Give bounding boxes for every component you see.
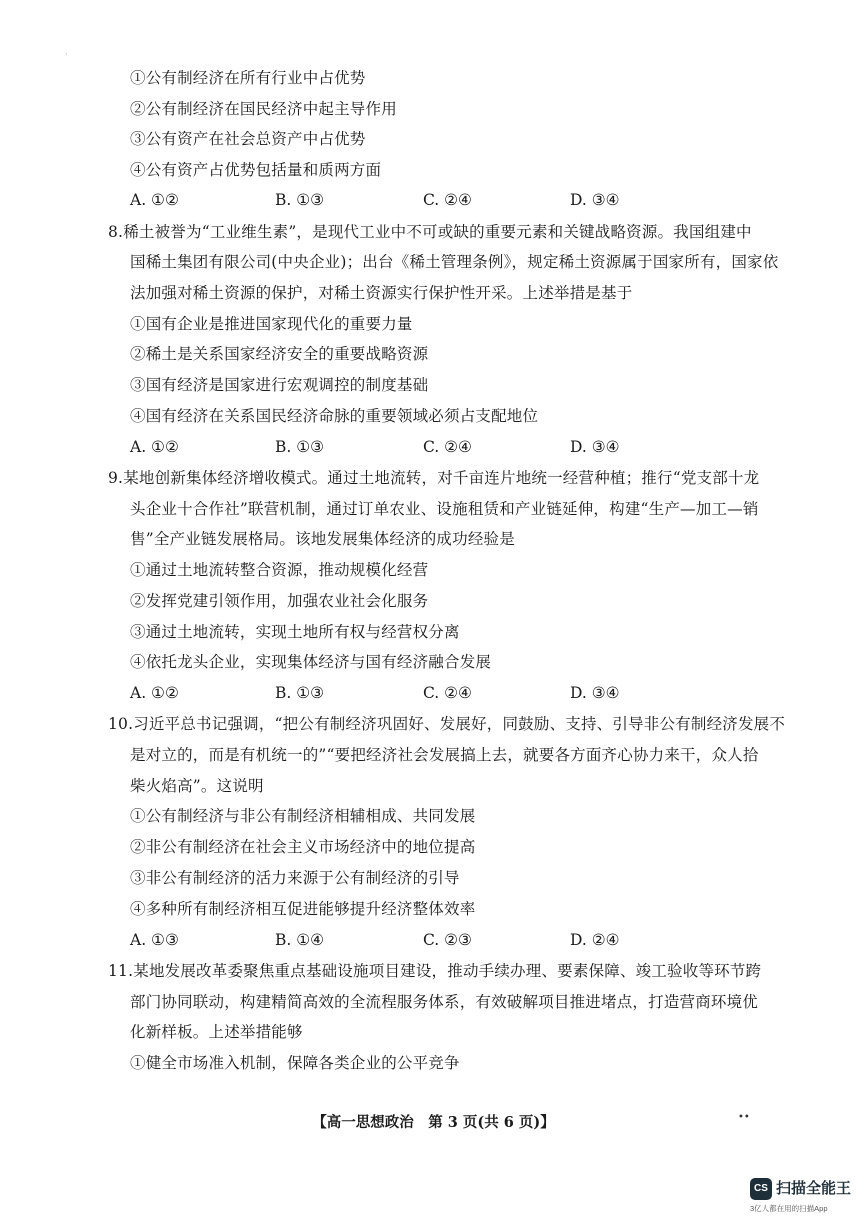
scanner-watermark	[750, 1178, 855, 1220]
q10-option-2: ②非公有制经济在社会主义市场经济中的地位提高	[130, 838, 476, 856]
q9-option-3: ③通过土地流转，实现土地所有权与经营权分离	[130, 623, 460, 641]
q9-choice-c: C. ②④	[423, 684, 472, 702]
q11-stem-line-1: 11.某地发展改革委聚焦重点基础设施项目建设，推动手续办理、要素保障、竣工验收等环节跨	[108, 962, 762, 980]
q7-choice-d: D. ③④	[570, 191, 620, 209]
q8-choice-d: D. ③④	[570, 438, 620, 456]
q8-choice-c: C. ②④	[423, 438, 472, 456]
q10-choice-a: A. ①③	[130, 931, 179, 949]
q9-option-1: ①通过土地流转整合资源，推动规模化经营	[130, 561, 429, 579]
q10-stem-line-1: 10.习近平总书记强调，“把公有制经济巩固好、发展好，同鼓励、支持、引导非公有制经济发展不	[108, 715, 786, 733]
q9-stem-line-1: 9.某地创新集体经济增收模式。通过土地流转，对千亩连片地统一经营种植；推行“党支部十龙	[108, 469, 760, 487]
q8-choice-b: B. ①③	[275, 438, 325, 456]
q8-stem-line-1: 8.稀土被誉为“工业维生素”，是现代工业中不可或缺的重要元素和关键战略资源。我国组建中	[108, 223, 752, 241]
q11-stem-line-2: 部门协同联动，构建精简高效的全流程服务体系，有效破解项目推进堵点，打造营商环境优	[130, 993, 759, 1011]
q8-option-4: ④国有经济在关系国民经济命脉的重要领域必须占支配地位	[130, 407, 539, 425]
q7-choices	[130, 189, 690, 211]
q11-option-1: ①健全市场准入机制，保障各类企业的公平竞争	[130, 1054, 460, 1072]
q10-option-3: ③非公有制经济的活力来源于公有制经济的引导	[130, 869, 460, 887]
q7-option-3: ③公有资产在社会总资产中占优势	[130, 130, 366, 148]
q8-choices	[130, 436, 690, 458]
q7-option-2: ②公有制经济在国民经济中起主导作用	[130, 100, 397, 118]
q9-choice-a: A. ①②	[130, 684, 179, 702]
q10-option-1: ①公有制经济与非公有制经济相辅相成、共同发展	[130, 807, 476, 825]
scanner-brand-name: 扫描全能王	[776, 1180, 852, 1197]
scan-speck: ·	[65, 50, 68, 59]
q8-stem-line-3: 法加强对稀土资源的保护，对稀土资源实行保护性开采。上述举措是基于	[130, 284, 633, 302]
q7-choice-a: A. ①②	[130, 191, 179, 209]
camscanner-logo-icon: CS	[750, 1178, 772, 1200]
q10-stem-line-3: 柴火焰高”。这说明	[130, 777, 264, 795]
q9-option-2: ②发挥党建引领作用，加强农业社会化服务	[130, 592, 429, 610]
q9-stem-line-2: 头企业十合作社”联营机制，通过订单农业、设施租赁和产业链延伸，构建“生产—加工—销	[130, 500, 759, 518]
q11-stem-line-3: 化新样板。上述举措能够	[130, 1023, 303, 1041]
q7-choice-c: C. ②④	[423, 191, 472, 209]
q8-option-1: ①国有企业是推进国家现代化的重要力量	[130, 315, 413, 333]
footer-dots: ••	[738, 1112, 750, 1123]
q8-option-3: ③国有经济是国家进行宏观调控的制度基础	[130, 376, 429, 394]
q10-choice-b: B. ①④	[275, 931, 325, 949]
q8-option-2: ②稀土是关系国家经济安全的重要战略资源	[130, 345, 429, 363]
q8-choice-a: A. ①②	[130, 438, 179, 456]
q9-choice-b: B. ①③	[275, 684, 325, 702]
scanner-tagline: 3亿人都在用的扫描App	[750, 1204, 828, 1213]
q9-choices	[130, 682, 690, 704]
page-footer: 【高一思想政治 第 3 页(共 6 页)】	[312, 1114, 555, 1131]
q9-stem-line-3: 售”全产业链发展格局。该地发展集体经济的成功经验是	[130, 530, 515, 548]
q10-stem-line-2: 是对立的，而是有机统一的”“要把经济社会发展搞上去，就要各方面齐心协力来干，众人拾	[130, 746, 759, 764]
q7-option-1: ①公有制经济在所有行业中占优势	[130, 69, 366, 87]
q10-choice-d: D. ②④	[570, 931, 620, 949]
q9-option-4: ④依托龙头企业，实现集体经济与国有经济融合发展	[130, 653, 492, 671]
q9-choice-d: D. ③④	[570, 684, 620, 702]
q10-choices	[130, 929, 690, 951]
q7-choice-b: B. ①③	[275, 191, 325, 209]
q10-choice-c: C. ②③	[423, 931, 472, 949]
q10-option-4: ④多种所有制经济相互促进能够提升经济整体效率	[130, 900, 476, 918]
q8-stem-line-2: 国稀土集团有限公司(中央企业)；出台《稀土管理条例》，规定稀土资源属于国家所有，国家依	[130, 253, 779, 271]
q7-option-4: ④公有资产占优势包括量和质两方面	[130, 161, 382, 179]
